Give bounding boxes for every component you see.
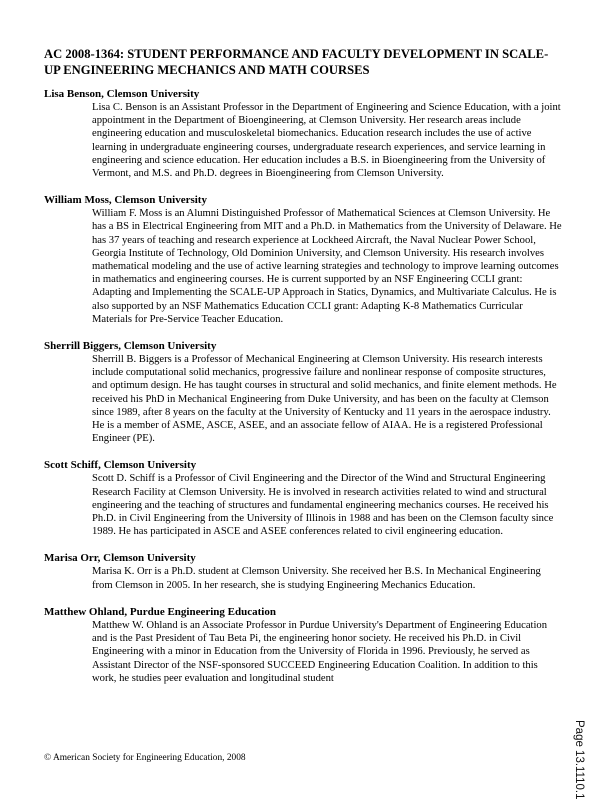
author-bio-text: Matthew W. Ohland is an Associate Professor in Purdue University's Department of Engineering Education and is the Past President of Tau Beta Pi, the engineering honor society. He received his Ph.D. in Civil Engineering with a minor in Education from the University of Florida in 1996. Previously, he served as Assistant Director of the NSF-sponsored SUCCEED Engineering Education Coalition. In addition to this work, he studies peer evaluation and longitudinal student <box>92 619 547 684</box>
author-bio-schiff <box>44 459 562 538</box>
author-bio-orr <box>44 552 562 591</box>
page-number-stamp: Page 13.1110.1 <box>573 720 585 800</box>
author-bio-moss <box>44 194 562 326</box>
author-name: Marisa Orr, Clemson University <box>44 552 196 565</box>
author-name: William Moss, Clemson University <box>44 194 207 207</box>
author-bio-text: Marisa K. Orr is a Ph.D. student at Clemson University. She received her B.S. In Mechanical Engineering from Clemson in 2005. In her research, she is studying Engineering Mechanics Education. <box>92 566 541 591</box>
author-name: Sherrill Biggers, Clemson University <box>44 340 217 353</box>
paper-title: AC 2008-1364: STUDENT PERFORMANCE AND FACULTY DEVELOPMENT IN SCALE-UP ENGINEERING MECHANICS AND MATH COURSES <box>44 47 549 77</box>
author-bio-text: William F. Moss is an Alumni Distinguished Professor of Mathematical Sciences at Clemson University. He has a BS in Electrical Engineering from MIT and a Ph.D. in Mathematics from the University of Delaware. He has 37 years of teaching and research experience at Lockheed Aircraft, the Naval Nuclear Power School, Georgia Institute of Technology, Old Dominion University, and Clemson University. His research involves mathematical modeling and the use of active learning strategies and technology to improve learning outcomes in mathematics and engineering courses. He is current supported by an NSF Engineering CCLI grant: Adapting and Implementing the SCALE-UP Approach in Statics, Dynamics, and Multivariate Calculus. He is also supported by an NSF Mathematics Education CCLI grant: Adapting K-8 Mathematics Curricular Materials for Pre-Service Teacher Education. <box>92 208 562 325</box>
author-bio-text: Lisa C. Benson is an Assistant Professor in the Department of Engineering and Science Education, with a joint appointment in the Department of Bioengineering, at Clemson University. Her research areas include engineering education and musculoskeletal biomechanics. Education research includes the use of active learning in undergraduate engineering courses, undergraduate research experiences, and service learning in engineering and science education. Her education includes a B.S. in Bioengineering from the University of Vermont, and M.S. and Ph.D. degrees in Bioengineering from Clemson University. <box>92 102 561 180</box>
author-name: Lisa Benson, Clemson University <box>44 88 200 100</box>
author-bio-biggers <box>44 340 562 445</box>
copyright-footer: © American Society for Engineering Education, 2008 <box>44 753 246 763</box>
author-bio-text: Sherrill B. Biggers is a Professor of Mechanical Engineering at Clemson University. His research interests include computational solid mechanics, progressive failure and nonlinear response of composite structures, and optimum design. He has taught courses in structural and solid mechanics, and finite element methods. He received his PhD in Mechanical Engineering from Duke University, and has been on the faculty at Clemson since 1989, after 8 years on the faculty at the University of Kentucky and 11 years in the aerospace industry. He is a member of ASME, ASCE, ASEE, and an associate fellow of AIAA. He is a registered Professional Engineer (PE). <box>92 354 557 445</box>
author-bio-ohland <box>44 606 562 685</box>
author-name: Scott Schiff, Clemson University <box>44 459 197 472</box>
author-bios <box>44 88 562 699</box>
author-bio-benson <box>44 88 562 180</box>
author-name: Matthew Ohland, Purdue Engineering Education <box>44 605 276 618</box>
author-bio-text: Scott D. Schiff is a Professor of Civil Engineering and the Director of the Wind and Structural Engineering Research Facility at Clemson University. He is involved in research activities related to wind and structural engineering and the teaching of structures and fundamental engineering mechanics courses. He received his Ph.D. in Civil Engineering from the University of Illinois in 1988 and has been on the Clemson faculty since 1989. He has participated in ASCE and ASEE conferences related to civil engineering education. <box>92 473 554 538</box>
